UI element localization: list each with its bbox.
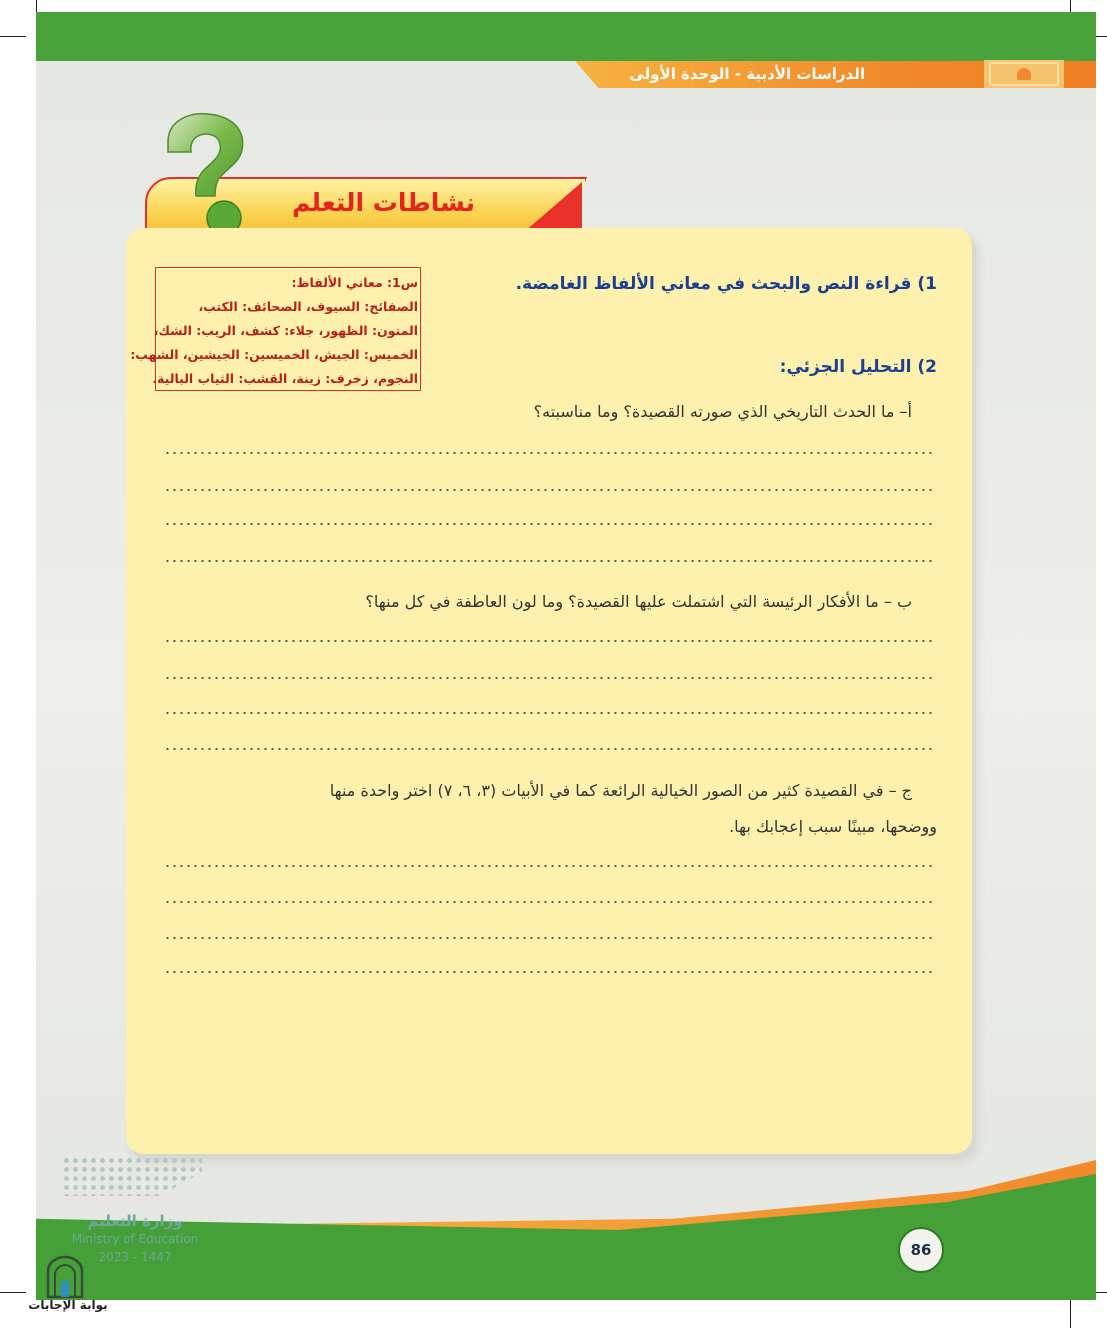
- question-a: أ– ما الحدث التاريخي الذي صورته القصيدة؟ وما مناسبته؟: [533, 402, 912, 421]
- answer-line[interactable]: [164, 640, 934, 642]
- ministry-year: 2023 - 1447: [98, 1250, 172, 1264]
- activity-2-heading: 2) التحليل الجزئي:: [779, 357, 937, 377]
- answer-line[interactable]: [164, 865, 934, 867]
- ministry-name-ar: وزارة التعليم: [87, 1212, 183, 1230]
- question-b: ب – ما الأفكار الرئيسة التي اشتملت عليها القصيدة؟ وما لون العاطفة في كل منها؟: [365, 592, 912, 611]
- answer-line[interactable]: [164, 712, 934, 714]
- glossary-box: [130, 267, 421, 391]
- crop-mark: [0, 1292, 26, 1293]
- watermark-logo-icon: [44, 1255, 86, 1299]
- answer-line[interactable]: [164, 748, 934, 750]
- answer-line[interactable]: [164, 937, 934, 939]
- header-title: الدراسات الأدبية - الوحدة الأولى: [629, 65, 865, 83]
- banner-title: نشاطات التعلم: [291, 188, 475, 217]
- answer-line[interactable]: [164, 677, 934, 679]
- glossary-line: الصفائح: السيوف، الصحائف: الكتب،: [198, 299, 418, 314]
- ministry-name-en: Ministry of Education: [71, 1232, 199, 1246]
- glossary-line: المتون: الظهور، جلاء: كشف، الريب: الشك،: [153, 323, 418, 338]
- header-logo-icon: [984, 60, 1064, 88]
- answer-line[interactable]: [164, 901, 934, 903]
- top-green-band: [36, 12, 1096, 61]
- watermark-label: بوابة الإجابات: [28, 1298, 108, 1312]
- crop-mark: [0, 36, 26, 37]
- answer-line[interactable]: [164, 971, 934, 973]
- glossary-line: س1: معاني الألفاظ:: [291, 275, 418, 290]
- crop-mark: [1070, 1300, 1071, 1328]
- answer-line[interactable]: [164, 489, 934, 491]
- glossary-line: النجوم، زخرف: زينة، القشب: الثياب البالية.: [152, 371, 418, 386]
- page-number: 86: [898, 1227, 944, 1273]
- answer-line[interactable]: [164, 452, 934, 454]
- question-c-line1: ج – في القصيدة كثير من الصور الخيالية الرائعة كما في الأبيات (٣، ٦، ٧) اختر واحدة منها: [329, 781, 912, 800]
- question-c-line2: ووضحها، مبينًا سبب إعجابك بها.: [729, 817, 937, 836]
- answer-line[interactable]: [164, 523, 934, 525]
- activity-1-heading: 1) قراءة النص والبحث في معاني الألفاظ الغامضة.: [515, 274, 937, 294]
- answer-line[interactable]: [164, 560, 934, 562]
- glossary-line: الخميس: الجيش، الخميسين: الجيشين، الشهب:: [130, 347, 418, 362]
- question-mark-icon: [160, 112, 250, 237]
